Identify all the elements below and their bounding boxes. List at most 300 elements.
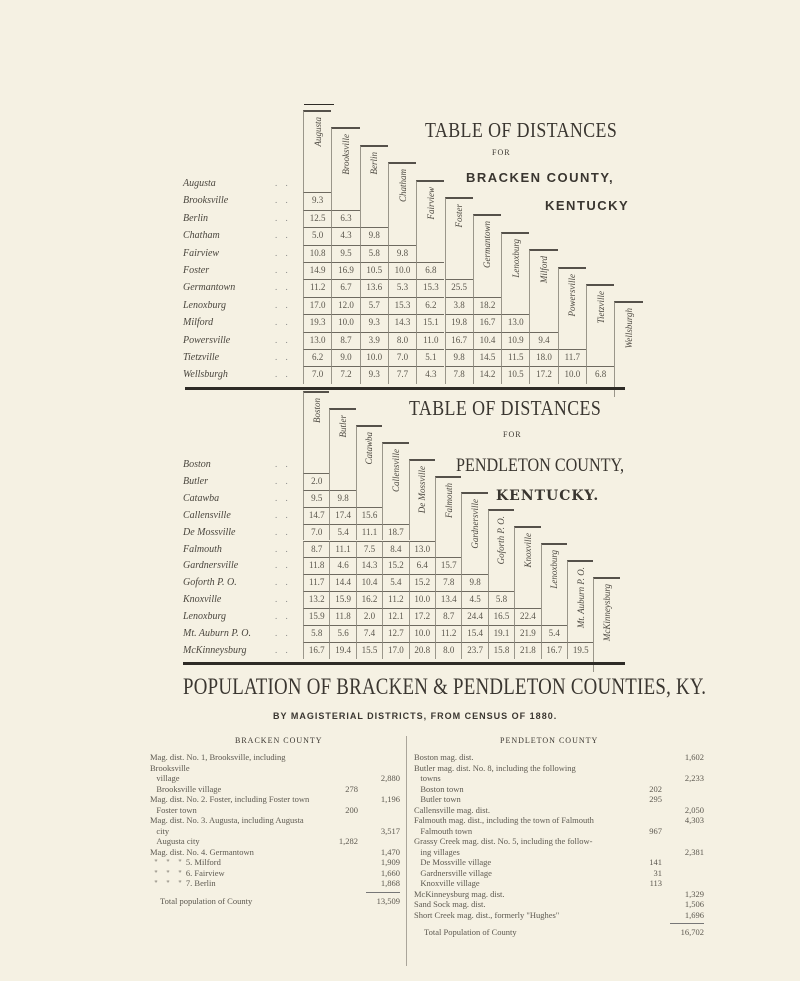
distance-cell: 12.7: [382, 625, 408, 642]
distance-cell: 11.2: [303, 279, 331, 296]
population-line-label: Falmouth mag. dist., including the town of Falmouth: [414, 815, 594, 825]
row-label: Falmouth: [183, 543, 222, 555]
population-line-label: towns: [414, 773, 441, 783]
population-line-label: Gardnersville village: [414, 867, 492, 878]
population-total-label: Total population of County: [160, 895, 253, 906]
distance-cell: 6.8: [586, 366, 614, 383]
column-header: [360, 145, 388, 227]
population-total-value: 1,470: [380, 846, 400, 857]
distance-cell: 11.5: [501, 349, 529, 366]
population-sub-value: 278: [345, 783, 358, 794]
distance-cell: 7.8: [435, 574, 461, 591]
column-header: [558, 267, 586, 349]
distance-cell: 19.4: [329, 642, 355, 659]
population-line: [414, 805, 704, 816]
population-line: [414, 784, 704, 795]
distance-cell: 9.5: [303, 490, 329, 507]
distance-cell: 9.8: [388, 245, 416, 262]
column-header-label: Catawba: [364, 431, 375, 465]
population-total-value: 2,381: [684, 846, 704, 857]
distance-cell: 10.4: [356, 574, 382, 591]
distance-cell: 10.0: [409, 591, 435, 608]
distance-cell: 9.8: [360, 227, 388, 244]
bracken-population-list: [150, 752, 400, 906]
column-header: [435, 476, 461, 558]
distance-cell: 11.8: [303, 557, 329, 574]
distance-cell: 21.9: [514, 625, 540, 642]
distance-cell: 7.0: [303, 366, 331, 383]
leader-dots: . .: [275, 352, 291, 362]
population-sub-value: 200: [345, 804, 358, 815]
population-line: [414, 815, 704, 826]
population-line: [414, 889, 704, 900]
distance-cell: 9.8: [461, 574, 487, 591]
distance-cell: 6.4: [409, 557, 435, 574]
distance-cell: 10.0: [360, 349, 388, 366]
row-label: Wellsburgh: [183, 369, 228, 381]
population-line-label: Grassy Creek mag. dist. No. 5, including the follow-: [414, 836, 593, 846]
bracken-population-heading: BRACKEN COUNTY: [235, 736, 323, 745]
column-header: [473, 214, 501, 296]
leader-dots: . .: [275, 212, 291, 223]
leader-dots: . .: [275, 543, 291, 554]
bracken-table-title: TABLE OF DISTANCES: [425, 118, 618, 142]
distance-cell: 15.3: [416, 279, 444, 296]
population-total-value: 1,196: [380, 794, 400, 804]
distance-cell: 10.9: [501, 332, 529, 349]
population-total-value: 3,517: [380, 825, 400, 836]
leader-dots: . .: [275, 317, 291, 328]
distance-cell: 15.2: [409, 574, 435, 591]
distance-cell: 6.2: [303, 349, 331, 366]
distance-cell: 11.8: [329, 608, 355, 625]
population-line: [414, 878, 704, 889]
distance-cell: 13.0: [501, 314, 529, 331]
population-total-value: 2,233: [684, 773, 704, 783]
distance-cell: 9.5: [331, 245, 359, 262]
distance-cell: 5.1: [416, 349, 444, 366]
pendleton-state-label: KENTUCKY.: [496, 488, 600, 504]
row-label: Gardnersville: [183, 560, 239, 572]
population-line-label: Butler town: [414, 794, 461, 804]
distance-cell: 10.4: [473, 332, 501, 349]
distance-cell: 10.0: [409, 625, 435, 642]
sum-rule: [670, 923, 704, 924]
pendleton-population-heading: PENDLETON COUNTY: [500, 736, 599, 745]
column-header: [529, 249, 557, 331]
population-line: [150, 784, 400, 795]
population-total-value: 2,880: [380, 773, 400, 783]
distance-cell: 8.0: [435, 642, 461, 659]
leader-dots: . .: [275, 282, 291, 293]
row-label: Brooksville: [183, 195, 229, 207]
row-label: Lenoxburg: [183, 611, 226, 623]
distance-cell: 8.7: [303, 541, 329, 558]
leader-dots: . .: [275, 594, 291, 605]
leader-dots: . .: [275, 628, 291, 638]
column-header-label: Germantown: [482, 221, 493, 269]
leader-dots: . .: [275, 475, 291, 486]
distance-cell: 7.0: [388, 349, 416, 366]
distance-cell: 16.7: [303, 642, 329, 659]
distance-cell: 15.5: [356, 642, 382, 659]
population-sub-value: 31: [653, 867, 662, 878]
leader-dots: . .: [275, 334, 291, 345]
population-line-label: Boston town: [414, 783, 464, 794]
distance-cell: 7.0: [303, 524, 329, 541]
distance-cell: 8.0: [388, 332, 416, 349]
distance-cell: 6.3: [331, 210, 359, 227]
population-total-value: 1,868: [380, 878, 400, 888]
column-header-label: Tietzville: [595, 291, 606, 324]
row-label: Catawba: [183, 492, 220, 504]
distance-cell: 11.7: [303, 574, 329, 591]
distance-cell: 4.3: [331, 227, 359, 244]
distance-cell: 10.0: [558, 366, 586, 383]
column-header-label: Knoxville: [522, 533, 533, 568]
bracken-county-label: BRACKEN COUNTY,: [466, 170, 615, 185]
column-header-label: Boston: [311, 398, 322, 424]
distance-cell: 5.8: [360, 245, 388, 262]
leader-dots: . .: [275, 265, 291, 275]
distance-cell: 19.8: [445, 314, 473, 331]
pendleton-table-title: TABLE OF DISTANCES: [409, 396, 602, 420]
population-line: [150, 794, 400, 805]
distance-cell: 15.2: [382, 557, 408, 574]
column-header-label: Powersville: [567, 273, 578, 317]
population-line-label: Mag. dist. No. 4. Germantown: [150, 846, 254, 857]
row-label: Mt. Auburn P. O.: [183, 628, 251, 639]
row-label: De Mossville: [183, 526, 236, 538]
distance-cell: 13.6: [360, 279, 388, 296]
population-line-label: Falmouth town: [414, 825, 473, 836]
population-line: [150, 847, 400, 858]
leader-dots: . .: [275, 247, 291, 258]
distance-cell: 19.1: [488, 625, 514, 642]
population-title: POPULATION OF BRACKEN & PENDLETON COUNTIES, KY.: [183, 674, 707, 699]
column-header-label: Milford: [539, 256, 550, 284]
population-line-label: Brooksville village: [150, 783, 222, 794]
distance-cell: 16.7: [473, 314, 501, 331]
population-line-label: village: [150, 773, 180, 783]
population-line-label: Sand Sock mag. dist.: [414, 899, 486, 909]
column-header: [567, 560, 593, 642]
column-header: [461, 492, 487, 574]
population-sub-value: 202: [649, 783, 662, 794]
column-header: [445, 197, 473, 279]
distance-cell: 7.2: [331, 366, 359, 383]
distance-cell: 5.3: [388, 279, 416, 296]
row-label: Milford: [183, 317, 214, 329]
distance-cell: 14.9: [303, 262, 331, 279]
population-line-label: McKinneysburg mag. dist.: [414, 888, 505, 899]
population-total-value: 1,696: [684, 909, 704, 920]
distance-cell: 8.7: [331, 332, 359, 349]
population-line: [150, 752, 400, 773]
pendleton-county-label: PENDLETON COUNTY,: [456, 455, 625, 476]
distance-cell: 5.4: [382, 574, 408, 591]
row-label: Fairview: [183, 247, 220, 259]
distance-cell: 11.1: [329, 541, 355, 558]
column-header-label: Foster: [454, 204, 465, 228]
population-subtitle: BY MAGISTERIAL DISTRICTS, FROM CENSUS OF 1880.: [273, 711, 558, 721]
distance-cell: 5.6: [329, 625, 355, 642]
distance-cell: 22.4: [514, 608, 540, 625]
distance-cell: 19.3: [303, 314, 331, 331]
divider: [183, 662, 625, 665]
distance-cell: 16.7: [445, 332, 473, 349]
row-label: McKinneysburg: [183, 644, 247, 656]
distance-cell: 15.3: [388, 297, 416, 314]
row-label: Germantown: [183, 282, 236, 294]
distance-cell: 17.2: [409, 608, 435, 625]
leader-dots: . .: [275, 492, 291, 503]
distance-cell: 10.5: [501, 366, 529, 383]
population-total-row: [414, 927, 704, 938]
distance-cell: 7.7: [388, 366, 416, 383]
population-line-label: Mag. dist. No. 3. Augusta, including Augusta: [150, 815, 304, 825]
bracken-state-label: KENTUCKY: [545, 198, 630, 213]
population-line-label: Foster town: [150, 804, 197, 815]
column-header: [356, 425, 382, 507]
distance-cell: 16.2: [356, 591, 382, 608]
column-divider: [406, 736, 407, 966]
distance-cell: 5.8: [303, 625, 329, 642]
population-line: [414, 857, 704, 868]
distance-cell: 19.5: [567, 642, 593, 659]
distance-cell: 11.2: [435, 625, 461, 642]
leader-dots: . .: [275, 459, 291, 469]
leader-dots: . .: [275, 560, 291, 571]
population-line-label: De Mossville village: [414, 857, 492, 867]
population-line-label: Short Creek mag. dist., formerly "Hughes": [414, 909, 560, 920]
distance-cell: 17.0: [303, 297, 331, 314]
column-header: [614, 301, 642, 396]
distance-cell: 6.8: [416, 262, 444, 279]
distance-cell: 4.5: [461, 591, 487, 608]
distance-cell: 2.0: [303, 473, 329, 490]
population-line: [414, 847, 704, 858]
column-header: [541, 543, 567, 625]
distance-cell: 9.8: [445, 349, 473, 366]
column-header: [488, 509, 514, 591]
distance-cell: 9.4: [529, 332, 557, 349]
distance-cell: 2.0: [356, 608, 382, 625]
distance-cell: 13.0: [303, 332, 331, 349]
population-line: [414, 763, 704, 774]
population-line-label: Boston mag. dist.: [414, 752, 474, 762]
sum-rule: [366, 892, 400, 893]
distance-cell: 15.1: [416, 314, 444, 331]
row-label: Powersville: [183, 334, 231, 346]
leader-dots: . .: [275, 611, 291, 622]
row-label: Knoxville: [183, 594, 222, 606]
divider: [185, 387, 625, 390]
population-total-value: 1,329: [684, 888, 704, 899]
population-sub-value: 967: [649, 825, 662, 836]
distance-cell: 5.4: [541, 625, 567, 642]
distance-cell: 9.8: [329, 490, 355, 507]
column-header-label: Wellsburgh: [623, 308, 634, 349]
distance-cell: 9.0: [331, 349, 359, 366]
distance-cell: 13.2: [303, 591, 329, 608]
population-total-row: [150, 896, 400, 907]
column-header-label: Brooksville: [340, 134, 351, 176]
distance-cell: 3.9: [360, 332, 388, 349]
population-line: [414, 868, 704, 879]
row-label: Berlin: [183, 212, 208, 224]
population-line-label: Callensville mag. dist.: [414, 804, 491, 815]
column-header: [329, 408, 355, 490]
row-label: Goforth P. O.: [183, 577, 237, 589]
distance-cell: 14.7: [303, 507, 329, 524]
column-header-label: Gardnersville: [470, 499, 481, 550]
population-line: [150, 836, 400, 847]
row-label: Chatham: [183, 230, 220, 242]
distance-cell: 5.7: [360, 297, 388, 314]
column-header-label: Butler: [338, 414, 349, 438]
row-label: Augusta: [183, 178, 216, 189]
leader-dots: . .: [275, 509, 291, 520]
distance-cell: 15.4: [461, 625, 487, 642]
population-sub-value: 113: [649, 878, 662, 888]
population-line-label: " " " 5. Milford: [150, 857, 221, 867]
distance-cell: 4.6: [329, 557, 355, 574]
distance-cell: 6.7: [331, 279, 359, 296]
column-header: [331, 127, 359, 209]
distance-cell: 25.5: [445, 279, 473, 296]
distance-cell: 14.4: [329, 574, 355, 591]
divider: [304, 104, 334, 105]
column-header-label: Lenoxburg: [510, 238, 521, 278]
leader-dots: . .: [275, 230, 291, 241]
distance-cell: 9.3: [303, 192, 331, 209]
population-total-value: 1,506: [684, 899, 704, 909]
distance-cell: 10.0: [331, 314, 359, 331]
column-header-label: Augusta: [312, 117, 323, 147]
population-line: [414, 899, 704, 910]
population-sub-value: 141: [649, 857, 662, 867]
population-line-label: Knoxville village: [414, 878, 480, 888]
distance-cell: 10.0: [388, 262, 416, 279]
distance-cell: 17.0: [382, 642, 408, 659]
column-header-label: Callensville: [390, 448, 401, 492]
distance-cell: 5.8: [488, 591, 514, 608]
population-line: [150, 868, 400, 879]
population-line-label: city: [150, 825, 170, 836]
population-line-label: Augusta city: [150, 836, 200, 846]
leader-dots: . .: [275, 299, 291, 310]
row-label: Tietzville: [183, 352, 220, 363]
column-header-label: De Mossville: [417, 465, 428, 513]
leader-dots: . .: [275, 644, 291, 655]
population-line-label: Mag. dist. No. 2. Foster, including Foster town: [150, 794, 310, 804]
column-header: [501, 232, 529, 314]
distance-cell: 14.3: [356, 557, 382, 574]
column-header-label: Lenoxburg: [549, 550, 560, 589]
column-header-label: Falmouth: [443, 482, 454, 518]
column-header: [303, 110, 331, 192]
population-total-value: 2,050: [684, 804, 704, 815]
row-label: Butler: [183, 475, 208, 487]
population-line-label: " " " 7. Berlin: [150, 878, 216, 888]
distance-cell: 20.8: [409, 642, 435, 659]
distance-cell: 14.2: [473, 366, 501, 383]
distance-cell: 9.3: [360, 366, 388, 383]
population-line: [414, 826, 704, 837]
column-header: [593, 577, 619, 672]
distance-cell: 23.7: [461, 642, 487, 659]
distance-cell: 8.7: [435, 608, 461, 625]
population-sub-value: 1,282: [338, 836, 358, 846]
distance-cell: 5.4: [329, 524, 355, 541]
distance-cell: 7.5: [356, 541, 382, 558]
distance-cell: 10.8: [303, 245, 331, 262]
distance-cell: 11.2: [382, 591, 408, 608]
population-line: [414, 836, 704, 847]
population-line: [150, 878, 400, 889]
column-header-label: Chatham: [397, 169, 408, 203]
distance-cell: 9.3: [360, 314, 388, 331]
distance-cell: 6.2: [416, 297, 444, 314]
population-line: [150, 805, 400, 816]
distance-cell: 24.4: [461, 608, 487, 625]
leader-dots: . .: [275, 526, 291, 537]
population-total-value: 4,303: [684, 815, 704, 825]
population-line: [414, 773, 704, 784]
pendleton-for-label: FOR: [503, 430, 522, 439]
row-label: Boston: [183, 459, 211, 470]
column-header: [514, 526, 540, 608]
population-total: 16,702: [680, 927, 704, 937]
population-line-label: " " " 6. Fairview: [150, 867, 225, 878]
population-total-value: 1,602: [684, 752, 704, 762]
population-line: [150, 815, 400, 826]
population-total-value: 1,660: [380, 867, 400, 878]
column-header: [409, 459, 435, 541]
distance-cell: 14.3: [388, 314, 416, 331]
column-header-label: Mt. Auburn P. O.: [575, 567, 586, 629]
distance-cell: 14.5: [473, 349, 501, 366]
distance-cell: 11.0: [416, 332, 444, 349]
distance-cell: 13.4: [435, 591, 461, 608]
row-label: Callensville: [183, 509, 231, 521]
distance-cell: 15.9: [329, 591, 355, 608]
column-header-label: McKinneysburg: [602, 583, 613, 642]
distance-cell: 21.8: [514, 642, 540, 659]
leader-dots: . .: [275, 178, 291, 188]
distance-cell: 16.9: [331, 262, 359, 279]
column-header-label: Berlin: [369, 151, 380, 175]
distance-cell: 13.0: [409, 541, 435, 558]
distance-cell: 18.2: [473, 297, 501, 314]
population-line: [150, 857, 400, 868]
row-label: Foster: [183, 265, 210, 276]
distance-cell: 15.8: [488, 642, 514, 659]
distance-cell: 4.3: [416, 366, 444, 383]
distance-cell: 11.7: [558, 349, 586, 366]
distance-cell: 12.1: [382, 608, 408, 625]
population-line: [414, 794, 704, 805]
population-line-label: Mag. dist. No. 1, Brooksville, including Brooksville: [150, 752, 288, 773]
distance-cell: 16.5: [488, 608, 514, 625]
distance-cell: 11.1: [356, 524, 382, 541]
population-total: 13,509: [376, 895, 400, 906]
distance-cell: 5.0: [303, 227, 331, 244]
population-line: [414, 910, 704, 921]
column-header-label: Fairview: [425, 186, 436, 220]
distance-cell: 15.9: [303, 608, 329, 625]
